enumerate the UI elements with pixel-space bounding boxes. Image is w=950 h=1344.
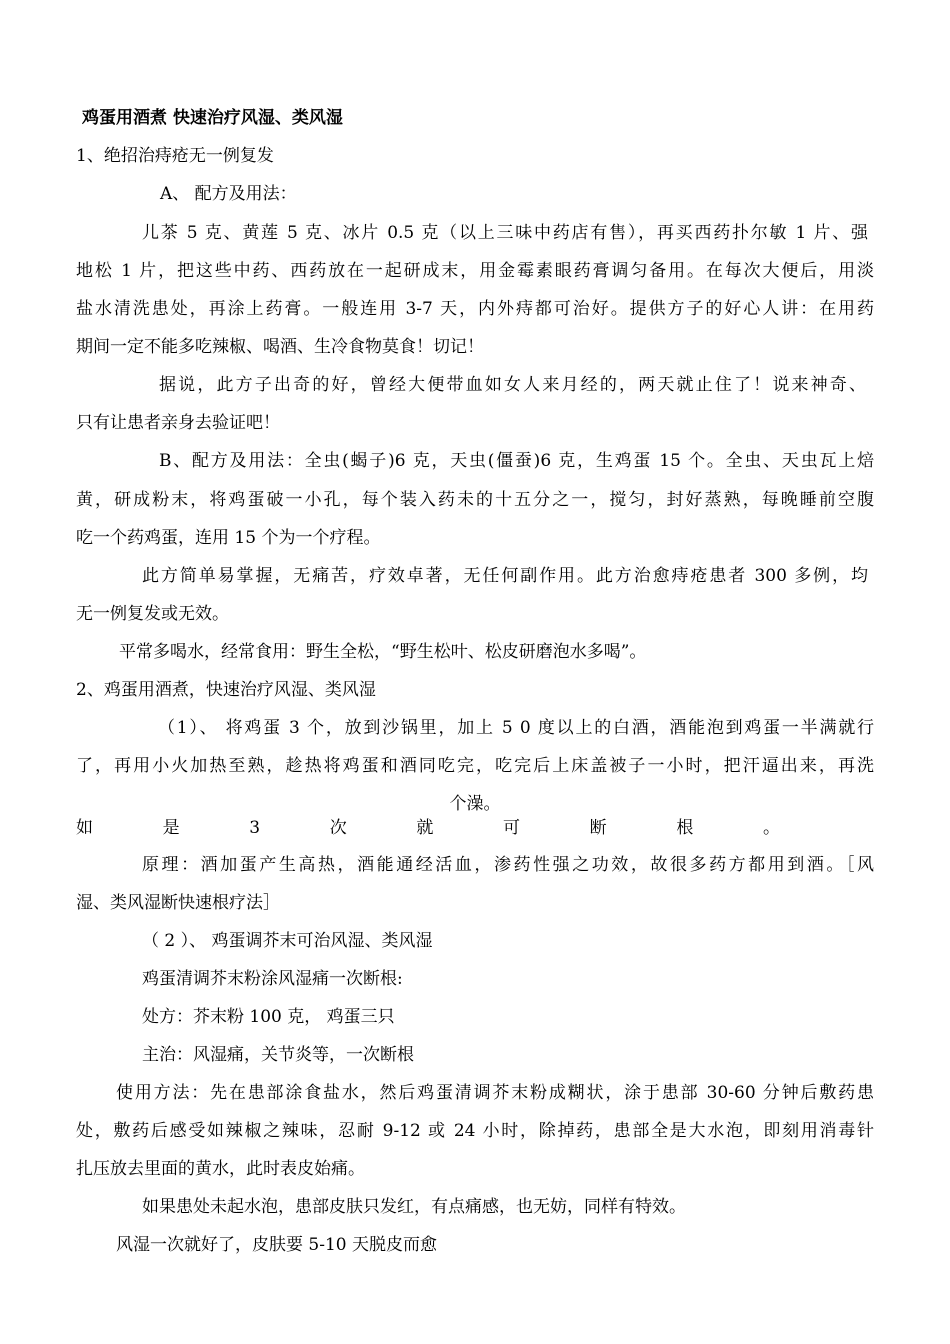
section-1-a-heading: A、 配方及用法： [160,184,297,204]
paragraph-line: 了，再用小火加热至熟，趁热将鸡蛋和酒同吃完，吃完后上床盖被子一小时，把汗逼出来，再洗 [76,756,874,776]
paragraph-line: 地松 1 片，把这些中药、西药放在一起研成末，用金霉素眼药膏调匀备用。在每次大便后，用淡 [76,261,874,281]
paragraph-line: 盐水清洗患处，再涂上药膏。一般连用 3-7 天，内外痔都可治好。提供方子的好心人讲：在用药 [76,299,874,319]
paragraph-line: 处，敷药后感受如辣椒之辣味，忍耐 9-12 或 24 小时，除掉药，患部全是大水泡，即刻用消毒针 [76,1121,874,1141]
spread-char: 是 [162,818,180,838]
paragraph-line: 个澡。 [449,794,501,814]
paragraph-line: 据说，此方子出奇的好，曾经大便带血如女人来月经的，两天就止住了！说来神奇、 [159,375,866,395]
paragraph-line: 如果患处未起水泡，患部皮肤只发红，有点痛感，也无妨，同样有特效。 [142,1197,686,1217]
paragraph-line: 使用方法：先在患部涂食盐水，然后鸡蛋清调芥末粉成糊状，涂于患部 30-60 分钟后敷药患 [116,1083,874,1103]
paragraph-line: B、配方及用法：全虫(蝎子)6 克，天虫(僵蚕)6 克，生鸡蛋 15 个。全虫、天虫瓦上焙 [159,451,874,471]
paragraph-line: 扎压放去里面的黄水，此时表皮始痛。 [76,1159,365,1179]
spread-char: 。 [762,818,780,838]
prescription-line: 处方：芥末粉 100 克， 鸡蛋三只 [142,1007,395,1027]
spread-char: 根 [676,818,694,838]
paragraph-line: 儿茶 5 克、黄莲 5 克、冰片 0.5 克（以上三味中药店有售），再买西药扑尔敏 1 片、强 [142,223,868,243]
paragraph-line: 风湿一次就好了，皮肤要 5-10 天脱皮而愈 [116,1235,437,1255]
section-1-heading: 1、绝招治痔疮无一例复发 [76,146,274,166]
paragraph-line: 黄，研成粉末，将鸡蛋破一小孔，每个装入药未的十五分之一，搅匀，封好蒸熟，每晚睡前空腹 [76,490,874,510]
document-title: 鸡蛋用酒煮 快速治疗风湿、类风湿 [82,108,343,128]
paragraph-line: 无一例复发或无效。 [76,604,229,624]
spread-line [76,817,780,839]
spread-char: 3 [249,818,261,838]
spread-char: 次 [329,818,347,838]
paragraph-line: 原理：酒加蛋产生高热，酒能通经活血，渗药性强之功效，故很多药方都用到酒。［风 [142,855,874,875]
paragraph-line: 此方简单易掌握，无痛苦，疗效卓著，无任何副作用。此方治愈痔疮患者 300 多例，均 [142,566,868,586]
section-2-heading: 2、鸡蛋用酒煮，快速治疗风湿、类风湿 [76,680,376,700]
indication-line: 主治：风湿痛，关节炎等，一次断根 [142,1045,414,1065]
tip-line: 平常多喝水，经常食用：野生全松，“野生松叶、松皮研磨泡水多喝”。 [119,642,647,662]
spread-char: 如 [76,818,93,838]
paragraph-line: （1）、 将鸡蛋 3 个，放到沙锅里，加上 5 0 度以上的白酒，酒能泡到鸡蛋一半满就行 [158,718,874,738]
paragraph-line: 只有让患者亲身去验证吧！ [76,413,280,433]
spread-char: 可 [503,818,521,838]
paragraph-line: 吃一个药鸡蛋，连用 15 个为一个疗程。 [76,528,381,548]
spread-char: 断 [589,818,607,838]
section-2-2-heading: （ 2 ）、 鸡蛋调芥末可治风湿、类风湿 [142,931,433,951]
spread-char: 就 [416,818,434,838]
paragraph-line: 鸡蛋清调芥末粉涂风湿痛一次断根: [142,969,403,989]
paragraph-line: 湿、类风湿断快速根疗法］ [76,893,280,913]
paragraph-line: 期间一定不能多吃辣椒、喝酒、生冷食物莫食！切记！ [76,337,484,357]
